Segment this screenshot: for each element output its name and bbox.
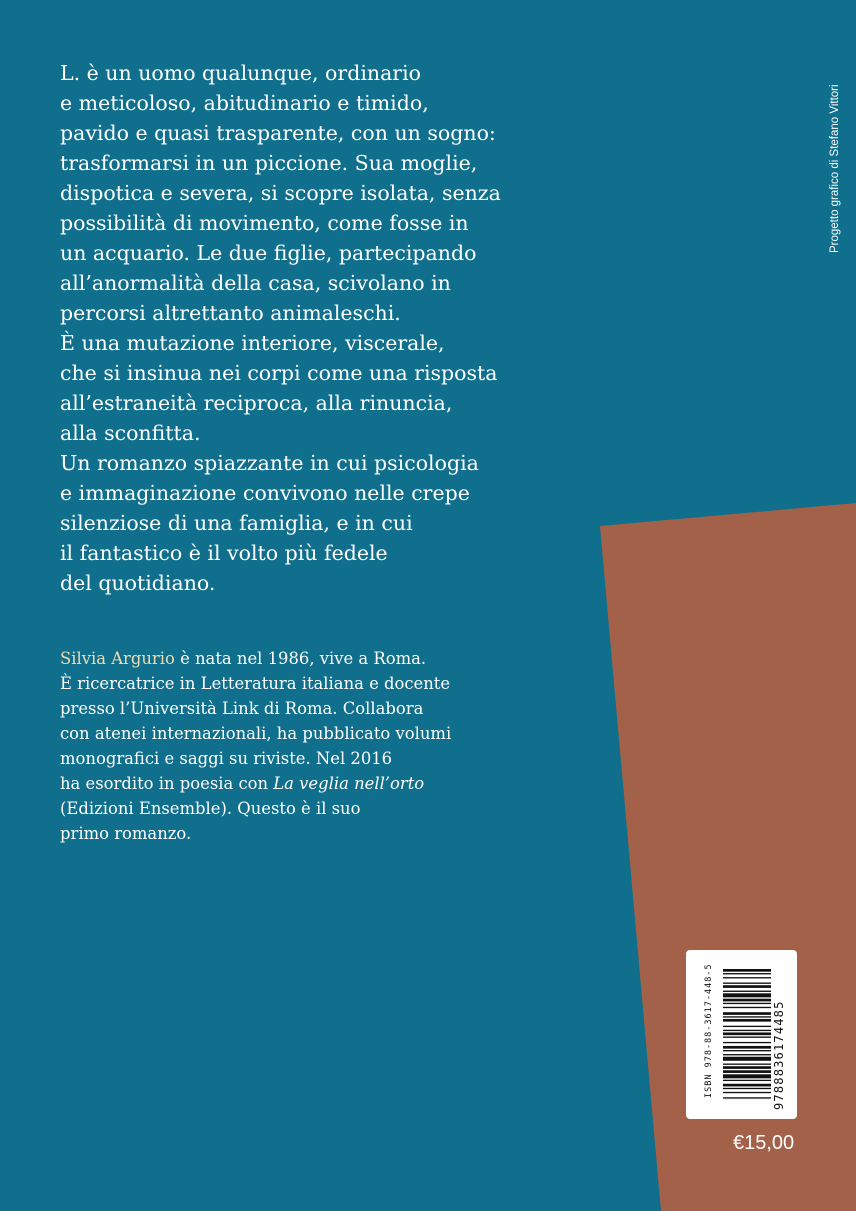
bio-line: con atenei internazionali, ha pubblicato volumi xyxy=(60,724,452,743)
barcode-bar xyxy=(723,1092,771,1093)
synopsis-line: dispotica e severa, si scopre isolata, senza xyxy=(60,181,501,205)
synopsis-line: alla sconfitta. xyxy=(60,421,201,445)
bio-line xyxy=(60,771,520,796)
barcode-bar xyxy=(723,1074,771,1078)
bio-line: monografici e saggi su riviste. Nel 2016 xyxy=(60,749,393,768)
synopsis-line: del quotidiano. xyxy=(60,571,216,595)
synopsis-line: Un romanzo spiazzante in cui psicologia xyxy=(60,451,479,475)
barcode-bar xyxy=(723,1026,771,1027)
barcode-bar xyxy=(723,1057,771,1061)
author-bio xyxy=(60,646,520,846)
barcode-bar xyxy=(723,991,771,992)
bio-line: È ricercatrice in Letteratura italiana e docente xyxy=(60,674,451,693)
synopsis-line: percorsi altrettanto animaleschi. xyxy=(60,301,401,325)
barcode-bar xyxy=(723,983,771,984)
barcode-bar xyxy=(723,1054,771,1055)
synopsis-line: che si insinua nei corpi come una risposta xyxy=(60,361,498,385)
bio-line: primo romanzo. xyxy=(60,824,192,843)
author-name: Silvia Argurio xyxy=(60,649,175,668)
synopsis-line: e immaginazione convivono nelle crepe xyxy=(60,481,470,505)
bio-line: (Edizioni Ensemble). Questo è il suo xyxy=(60,799,361,818)
synopsis-line: silenziose di una famiglia, e in cui xyxy=(60,511,413,535)
barcode-bar xyxy=(723,1066,771,1069)
bio-line: presso l’Università Link di Roma. Collabora xyxy=(60,699,424,718)
synopsis-line: È una mutazione interiore, viscerale, xyxy=(60,331,445,355)
synopsis-text xyxy=(60,58,540,598)
synopsis-line: un acquario. Le due figlie, partecipando xyxy=(60,241,477,265)
barcode-bar xyxy=(723,1050,771,1051)
synopsis-line: L. è un uomo qualunque, ordinario xyxy=(60,61,422,85)
synopsis-line: trasformarsi in un piccione. Sua moglie, xyxy=(60,151,478,175)
ean-digits: 9788836174485 xyxy=(772,1000,786,1110)
barcode-bar xyxy=(723,1097,771,1098)
synopsis-line: pavido e quasi trasparente, con un sogno: xyxy=(60,121,496,145)
design-credit: Progetto grafico di Stefano Vittori xyxy=(829,84,841,253)
synopsis-line: all’estraneità reciproca, alla rinuncia, xyxy=(60,391,453,415)
isbn-label: ISBN 978-88-3617-448-5 xyxy=(704,963,714,1098)
bio-line-rest: è nata nel 1986, vive a Roma. xyxy=(174,649,427,668)
synopsis-line: il fantastico è il volto più fedele xyxy=(60,541,388,565)
barcode-bar xyxy=(723,1007,771,1008)
barcode-bar xyxy=(723,973,771,974)
synopsis-line: e meticoloso, abitudinario e timido, xyxy=(60,91,429,115)
bio-line-prefix: ha esordito in poesia con xyxy=(60,774,274,793)
barcode-bar xyxy=(723,1032,771,1035)
bio-line xyxy=(60,646,520,671)
barcode-bar xyxy=(723,1016,771,1017)
barcode-bar xyxy=(723,1003,771,1004)
barcode-bar xyxy=(723,1042,771,1043)
barcode-bar xyxy=(723,1070,771,1073)
book-title: La veglia nell’orto xyxy=(273,774,425,793)
synopsis-line: all’anormalità della casa, scivolano in xyxy=(60,271,451,295)
barcode-bar xyxy=(723,1030,771,1031)
barcode-bar xyxy=(723,985,771,988)
synopsis-line: possibilità di movimento, come fosse in xyxy=(60,211,469,235)
barcode-bar xyxy=(723,1012,771,1015)
price: €15,00 xyxy=(733,1132,795,1154)
barcode-bar xyxy=(723,977,771,978)
barcode-bar xyxy=(723,1064,771,1065)
barcode-bar xyxy=(723,1037,771,1038)
barcode-bar xyxy=(723,999,771,1002)
barcode-bar xyxy=(723,1046,771,1049)
barcode-bar xyxy=(723,993,771,997)
barcode-bar xyxy=(723,1080,771,1081)
barcode-bar xyxy=(723,1084,771,1087)
barcode-bar xyxy=(723,1088,771,1089)
barcode-bar xyxy=(723,969,771,972)
barcode-bar xyxy=(723,1019,771,1022)
